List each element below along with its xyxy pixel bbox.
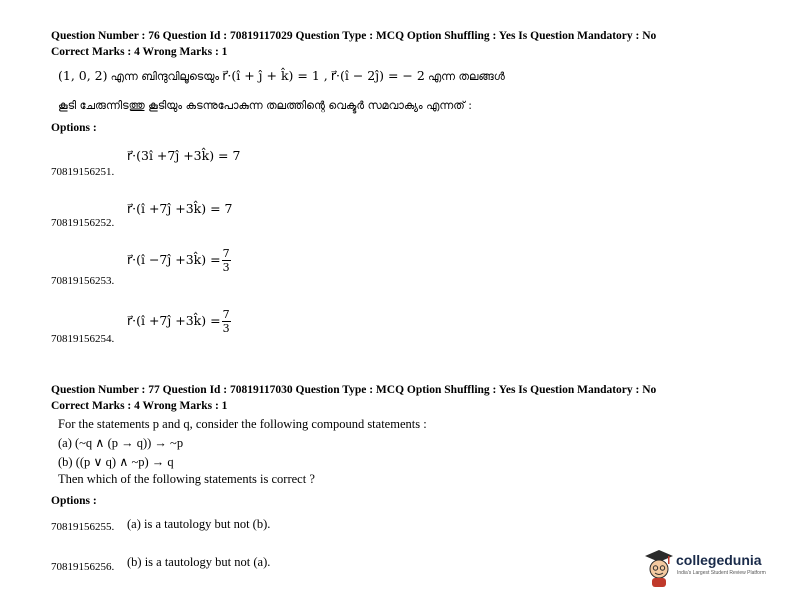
q77-stem: For the statements p and q, consider the following compound statements : [58,417,427,431]
q77-statement-b: (b) ((p ∨ q) ∧ ~p) → q [58,455,174,469]
q76-header-line2: Correct Marks : 4 Wrong Marks : 1 [51,46,228,58]
q76-option-4-expr[interactable] [127,309,231,334]
q76-option-1-id: 70819156251. [51,166,115,178]
q76-stem-text1: എന്ന ബിന്ദുവിലൂടെയും [110,70,220,83]
q76-option-1-expr[interactable]: r⃗·(3î +7ĵ +3k̂) = 7 [127,148,241,163]
q76-options-label: Options : [51,122,97,134]
q76-option-2-expr[interactable]: r⃗·(î +7ĵ +3k̂) = 7 [127,201,233,216]
q76-option-4-denominator: 3 [222,322,230,335]
q76-option-3-fraction [222,248,231,273]
q76-header-line1: Question Number : 76 Question Id : 70819117029 Question Type : MCQ Option Shuffling : Yes Is Question Mandatory : No [51,30,657,42]
q76-option-2-id: 70819156252. [51,217,115,229]
q76-point: (1, 0, 2) [58,68,108,83]
logo-tagline: India's Largest Student Review Platform [677,570,766,576]
q76-plane2-eq: r⃗·(î − 2ĵ) = − 2 [330,68,425,83]
q77-question: Then which of the following statements is correct ? [58,472,315,486]
q77-statement-a: (a) (~q ∧ (p → q)) → ~p [58,436,184,450]
q76-stem-line1 [58,68,505,84]
q76-option-3-lhs: r⃗·(î −7ĵ +3k̂) = [127,252,221,267]
q76-option-3-numerator: 7 [222,247,230,260]
q77-option-1-text[interactable]: (a) is a tautology but not (b). [127,517,271,531]
q77-option-2-text[interactable]: (b) is a tautology but not (a). [127,555,271,569]
collegedunia-logo [644,548,774,592]
q76-option-3-expr[interactable] [127,248,231,273]
q76-stem-line2: കൂടി ചേരുന്നിടത്തു കൂടിയും കടന്നുപോകുന്ന തലത്തിന്റെ വെക്ടർ സമവാക്യം എന്നത് : [58,99,472,112]
q77-option-2-id: 70819156256. [51,561,115,573]
q76-option-4-id: 70819156254. [51,333,115,345]
q77-header-line1: Question Number : 77 Question Id : 70819117030 Question Type : MCQ Option Shuffling : Yes Is Question Mandatory : No [51,384,657,396]
graduate-mascot-icon [644,548,674,588]
q77-header-line2: Correct Marks : 4 Wrong Marks : 1 [51,400,228,412]
q76-option-3-denominator: 3 [222,261,230,274]
q76-option-4-numerator: 7 [222,308,230,321]
q77-option-1-id: 70819156255. [51,521,115,533]
q76-stem-text2: എന്ന തലങ്ങൾ [427,70,505,83]
logo-wordmark: collegedunia [676,552,762,568]
q77-options-label: Options : [51,495,97,507]
q76-option-4-fraction [222,309,231,334]
q76-option-4-lhs: r⃗·(î +7ĵ +3k̂) = [127,313,221,328]
q76-plane1-eq: r⃗·(î + ĵ + k̂) = 1 , [222,68,328,83]
q76-option-3-id: 70819156253. [51,275,115,287]
